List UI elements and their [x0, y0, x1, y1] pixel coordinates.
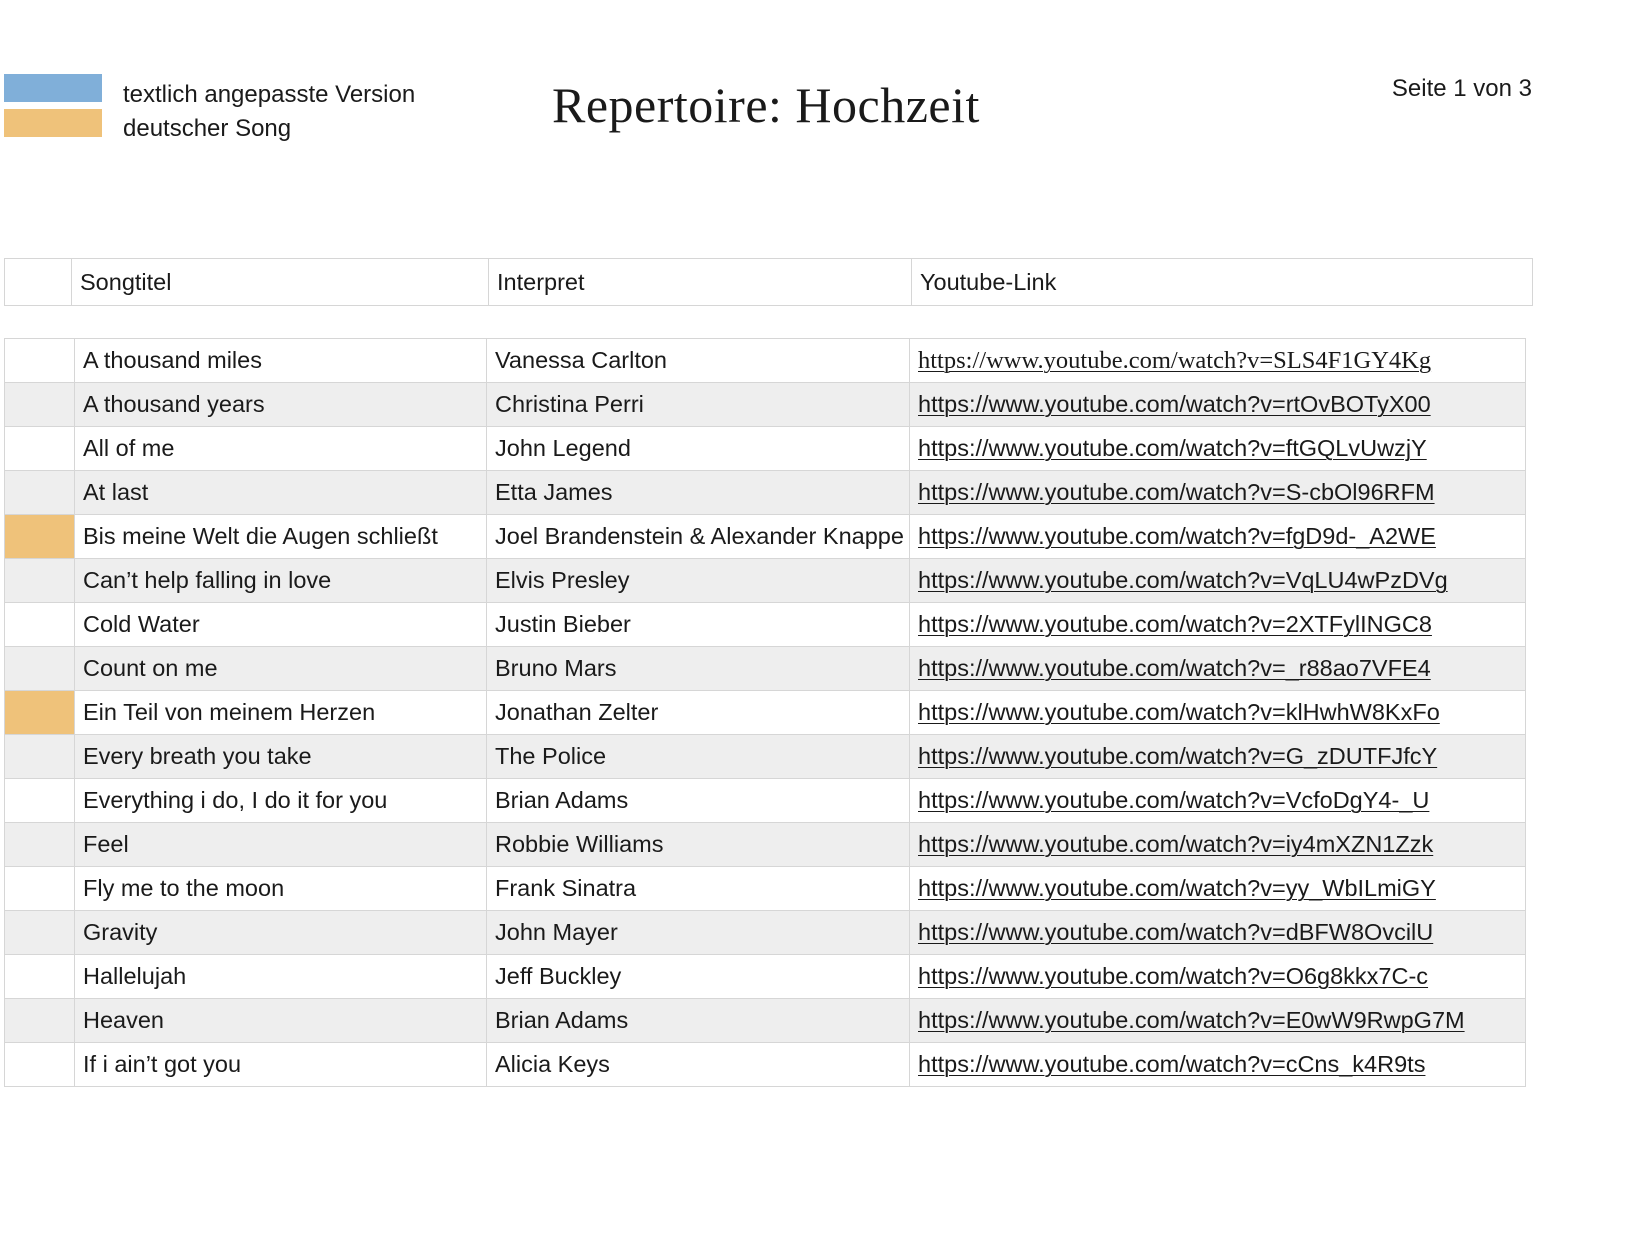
youtube-link-cell — [910, 691, 1526, 735]
artist-cell: Frank Sinatra — [487, 867, 910, 911]
page-number: Seite 1 von 3 — [1391, 75, 1532, 102]
song-title-cell: Bis meine Welt die Augen schließt — [75, 515, 487, 559]
song-title-cell: Hallelujah — [75, 955, 487, 999]
youtube-link[interactable]: https://www.youtube.com/watch?v=cCns_k4R9ts — [918, 1051, 1426, 1077]
youtube-link-cell — [910, 1043, 1526, 1087]
row-marker-cell — [5, 383, 75, 427]
artist-cell: Etta James — [487, 471, 910, 515]
youtube-link[interactable]: https://www.youtube.com/watch?v=2XTFylINGC8 — [918, 611, 1432, 637]
row-marker-cell — [5, 427, 75, 471]
artist-cell: John Mayer — [487, 911, 910, 955]
legend-swatch-german — [4, 109, 102, 137]
row-marker-cell — [5, 823, 75, 867]
table-row — [5, 691, 1526, 735]
row-marker-cell — [5, 339, 75, 383]
table-row — [5, 339, 1526, 383]
youtube-link[interactable]: https://www.youtube.com/watch?v=_r88ao7VFE4 — [918, 655, 1431, 681]
artist-cell: Joel Brandenstein & Alexander Knappe — [487, 515, 910, 559]
table-row — [5, 867, 1526, 911]
column-header-table — [4, 258, 1533, 306]
youtube-link[interactable]: https://www.youtube.com/watch?v=S-cbOl96RFM — [918, 479, 1435, 505]
artist-cell: Elvis Presley — [487, 559, 910, 603]
youtube-link-cell — [910, 427, 1526, 471]
table-row — [5, 603, 1526, 647]
youtube-link[interactable]: https://www.youtube.com/watch?v=SLS4F1GY4Kg — [918, 346, 1432, 374]
row-marker-cell — [5, 691, 75, 735]
song-table — [4, 338, 1526, 1087]
youtube-link[interactable]: https://www.youtube.com/watch?v=G_zDUTFJfcY — [918, 743, 1438, 769]
table-row — [5, 735, 1526, 779]
artist-cell: Jeff Buckley — [487, 955, 910, 999]
song-title-cell: All of me — [75, 427, 487, 471]
legend-label-german: deutscher Song — [123, 115, 292, 142]
youtube-link-cell — [910, 911, 1526, 955]
youtube-link-cell — [910, 647, 1526, 691]
song-title-cell: If i ain’t got you — [75, 1043, 487, 1087]
artist-cell: Vanessa Carlton — [487, 339, 910, 383]
youtube-link[interactable]: https://www.youtube.com/watch?v=yy_WbILmiGY — [918, 875, 1436, 901]
legend-swatch-adapted — [4, 74, 102, 102]
song-title-cell: Feel — [75, 823, 487, 867]
row-marker-cell — [5, 955, 75, 999]
song-title-cell: Everything i do, I do it for you — [75, 779, 487, 823]
youtube-link-cell — [910, 383, 1526, 427]
page-title: Repertoire: Hochzeit — [552, 77, 980, 133]
artist-cell: Alicia Keys — [487, 1043, 910, 1087]
youtube-link-cell — [910, 955, 1526, 999]
legend-label-adapted: textlich angepasste Version — [123, 81, 416, 108]
youtube-link-cell — [910, 515, 1526, 559]
artist-cell: Bruno Mars — [487, 647, 910, 691]
youtube-link-cell — [910, 999, 1526, 1043]
youtube-link-cell — [910, 735, 1526, 779]
table-row — [5, 515, 1526, 559]
row-marker-cell — [5, 779, 75, 823]
youtube-link[interactable]: https://www.youtube.com/watch?v=klHwhW8KxFo — [918, 699, 1440, 725]
youtube-link[interactable]: https://www.youtube.com/watch?v=VcfoDgY4-_U — [918, 787, 1430, 813]
header-songtitel: Songtitel — [72, 259, 489, 306]
youtube-link[interactable]: https://www.youtube.com/watch?v=iy4mXZN1Zzk — [918, 831, 1434, 857]
artist-cell: Brian Adams — [487, 999, 910, 1043]
artist-cell: Robbie Williams — [487, 823, 910, 867]
header-marker-cell — [5, 259, 72, 306]
song-title-cell: Can’t help falling in love — [75, 559, 487, 603]
youtube-link-cell — [910, 339, 1526, 383]
youtube-link-cell — [910, 779, 1526, 823]
youtube-link[interactable]: https://www.youtube.com/watch?v=O6g8kkx7C-c — [918, 963, 1429, 989]
artist-cell: Justin Bieber — [487, 603, 910, 647]
table-row — [5, 383, 1526, 427]
table-row — [5, 471, 1526, 515]
artist-cell: Christina Perri — [487, 383, 910, 427]
song-title-cell: Count on me — [75, 647, 487, 691]
table-row — [5, 911, 1526, 955]
youtube-link[interactable]: https://www.youtube.com/watch?v=dBFW8OvcilU — [918, 919, 1434, 945]
song-title-cell: Cold Water — [75, 603, 487, 647]
song-title-cell: At last — [75, 471, 487, 515]
row-marker-cell — [5, 867, 75, 911]
row-marker-cell — [5, 471, 75, 515]
artist-cell: Jonathan Zelter — [487, 691, 910, 735]
song-title-cell: A thousand miles — [75, 339, 487, 383]
row-marker-cell — [5, 559, 75, 603]
youtube-link[interactable]: https://www.youtube.com/watch?v=rtOvBOTyX00 — [918, 391, 1431, 417]
artist-cell: John Legend — [487, 427, 910, 471]
song-title-cell: Fly me to the moon — [75, 867, 487, 911]
youtube-link[interactable]: https://www.youtube.com/watch?v=E0wW9RwpG7M — [918, 1007, 1465, 1033]
youtube-link[interactable]: https://www.youtube.com/watch?v=VqLU4wPzDVg — [918, 567, 1448, 593]
table-row — [5, 779, 1526, 823]
header-youtube-link: Youtube-Link — [912, 259, 1533, 306]
song-title-cell: Gravity — [75, 911, 487, 955]
table-row — [5, 999, 1526, 1043]
song-title-cell: A thousand years — [75, 383, 487, 427]
row-marker-cell — [5, 999, 75, 1043]
youtube-link-cell — [910, 603, 1526, 647]
header-interpret: Interpret — [489, 259, 912, 306]
song-title-cell: Every breath you take — [75, 735, 487, 779]
row-marker-cell — [5, 735, 75, 779]
table-row — [5, 955, 1526, 999]
header-row — [5, 259, 1533, 306]
row-marker-cell — [5, 603, 75, 647]
row-marker-cell — [5, 647, 75, 691]
table-row — [5, 647, 1526, 691]
youtube-link[interactable]: https://www.youtube.com/watch?v=ftGQLvUwzjY — [918, 435, 1427, 461]
song-title-cell: Heaven — [75, 999, 487, 1043]
table-row — [5, 427, 1526, 471]
youtube-link-cell — [910, 867, 1526, 911]
youtube-link-cell — [910, 559, 1526, 603]
youtube-link[interactable]: https://www.youtube.com/watch?v=fgD9d-_A2WE — [918, 523, 1436, 549]
table-row — [5, 559, 1526, 603]
row-marker-cell — [5, 515, 75, 559]
youtube-link-cell — [910, 823, 1526, 867]
row-marker-cell — [5, 911, 75, 955]
artist-cell: The Police — [487, 735, 910, 779]
row-marker-cell — [5, 1043, 75, 1087]
song-title-cell: Ein Teil von meinem Herzen — [75, 691, 487, 735]
table-row — [5, 1043, 1526, 1087]
youtube-link-cell — [910, 471, 1526, 515]
table-row — [5, 823, 1526, 867]
artist-cell: Brian Adams — [487, 779, 910, 823]
